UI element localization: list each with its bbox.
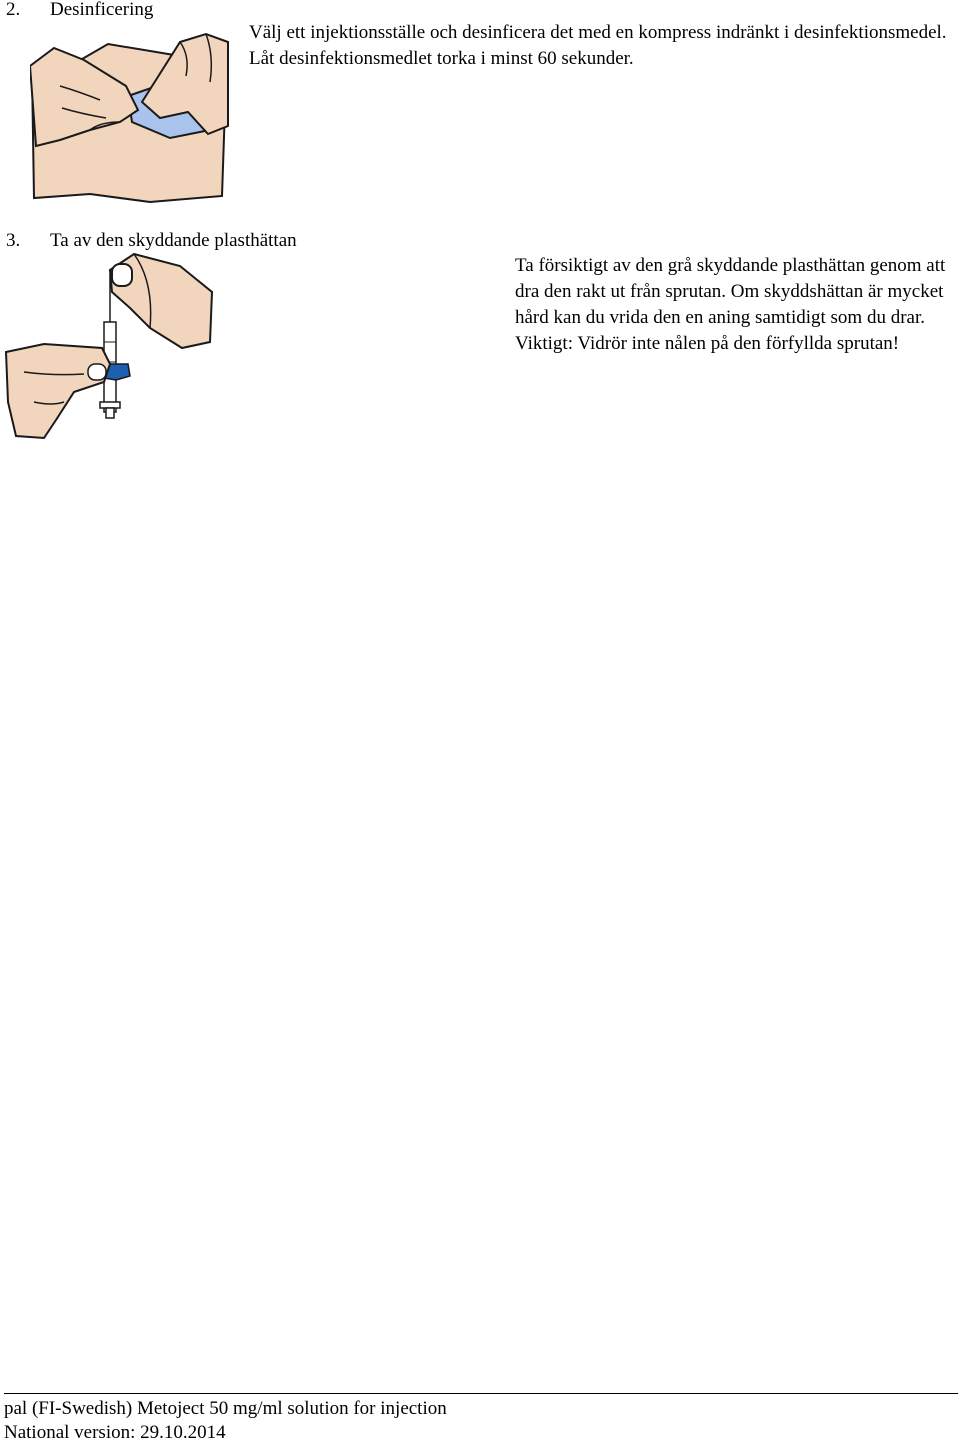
step-2-instructions xyxy=(249,20,949,72)
step-3-instructions xyxy=(515,253,955,357)
step-3-heading xyxy=(6,228,297,254)
step-2-paragraph: Låt desinfektionsmedlet torka i minst 60 sekunder. xyxy=(249,48,634,69)
footer-product-line: pal (FI-Swedish) Metoject 50 mg/ml solution for injection xyxy=(4,1398,447,1419)
step-3-title: Ta av den skyddande plasthättan xyxy=(50,230,297,251)
footer-version-line: National version: 29.10.2014 xyxy=(4,1422,226,1443)
remove-cap-illustration xyxy=(4,252,214,460)
step-2-number: 2. xyxy=(6,0,21,20)
step-2-heading xyxy=(6,0,153,23)
footer-divider xyxy=(4,1393,958,1394)
step-2-title: Desinficering xyxy=(50,0,154,20)
step-3-paragraph: Ta försiktigt av den grå skyddande plasthättan genom att dra den rakt ut från sprutan. Om skyddshättan är mycket hård kan du vrida den en aning samtidigt som du drar. xyxy=(515,255,946,328)
step-2-paragraph: Välj ett injektionsställe och desinficera det med en kompress indränkt i desinfektionsmedel. xyxy=(249,22,947,43)
disinfect-illustration xyxy=(30,26,230,204)
lower-hand xyxy=(6,344,110,438)
step-3-number: 3. xyxy=(6,230,21,251)
step-3-warning: Viktigt: Vidrör inte nålen på den förfyllda sprutan! xyxy=(515,333,900,354)
